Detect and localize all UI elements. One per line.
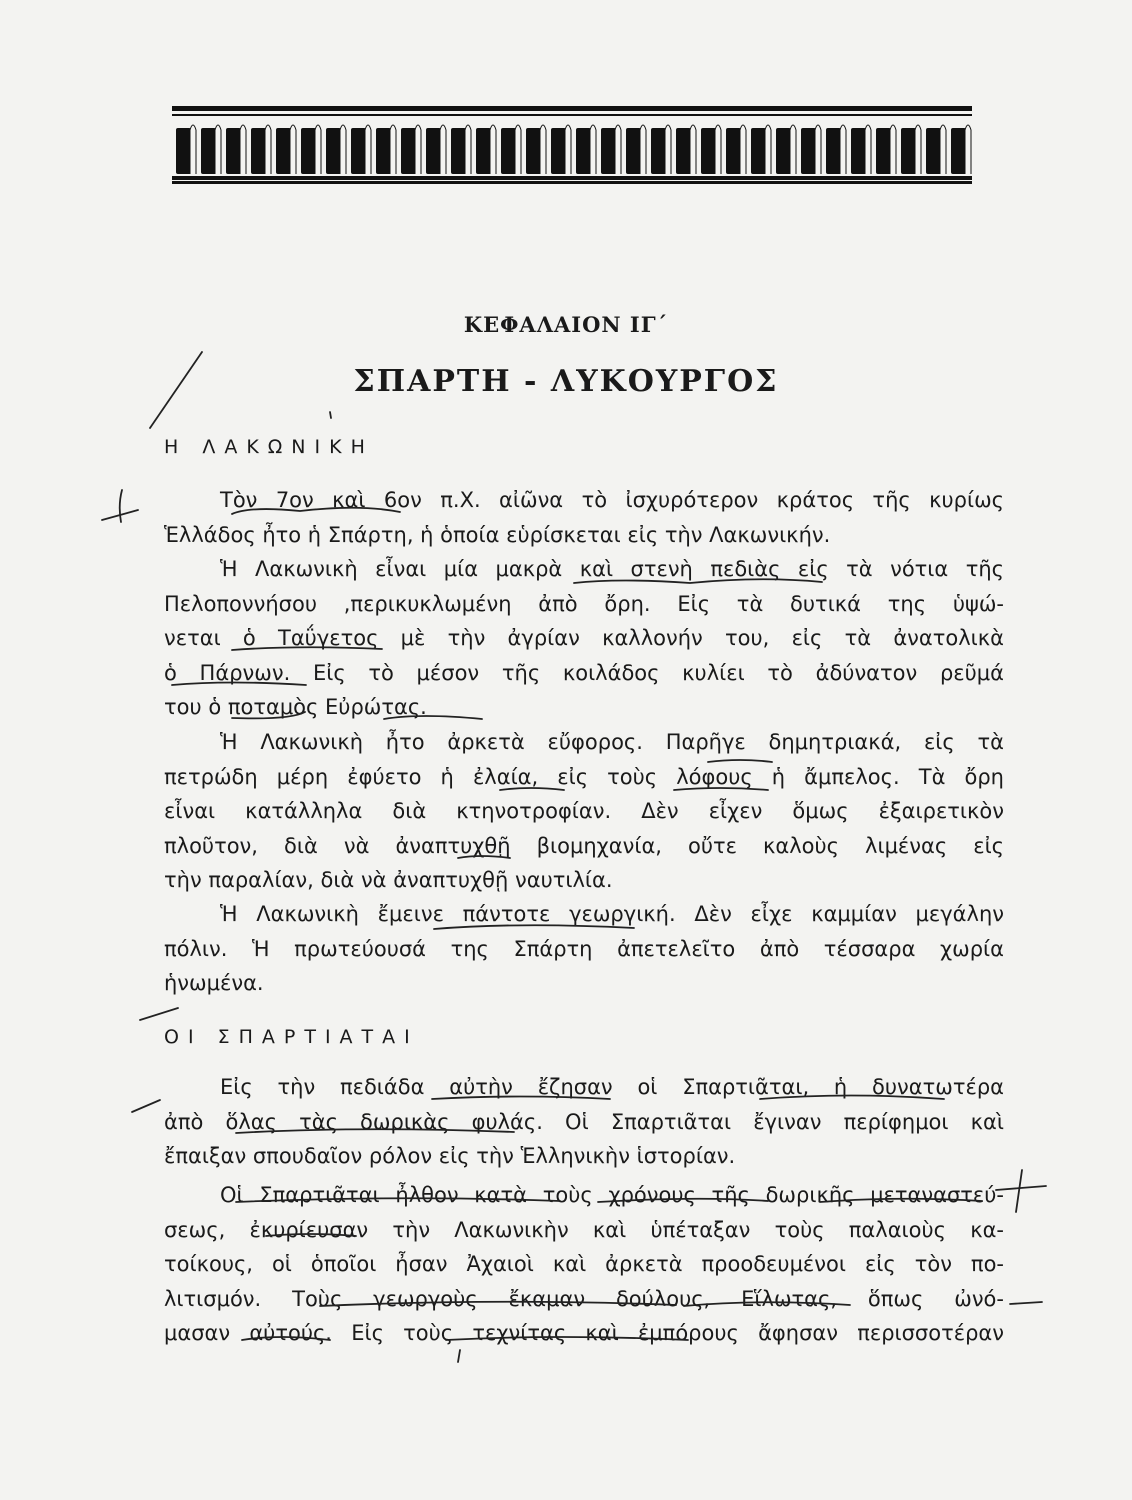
colonnade-column <box>626 128 641 174</box>
colonnade-arch <box>840 125 846 174</box>
colonnade-column <box>726 128 741 174</box>
colonnade-column <box>326 128 341 174</box>
colonnade-column <box>501 128 516 174</box>
colonnade-arch <box>340 125 346 174</box>
text-line: Ἑλλάδος ἦτο ἡ Σπάρτη, ἡ ὁποία εὑρίσκεται εἰς τὴν Λακωνικήν. <box>164 522 831 547</box>
colonnade-column <box>376 128 391 174</box>
colonnade-column <box>301 128 316 174</box>
colonnade-column <box>951 128 966 174</box>
text-line: πλοῦτον, διὰ νὰ ἀναπτυχθῇ βιομηχανία, οὔτε καλοὺς λιμένας εἰς <box>164 833 1004 858</box>
colonnade-arch <box>665 125 671 174</box>
text-line: του ὁ ποταμὸς Εὐρώτας. <box>164 695 427 719</box>
text-line: μασαν αὐτούς. Εἰς τοὺς τεχνίτας καὶ ἐμπόρους ἄφησαν περισσοτέραν <box>164 1321 1004 1345</box>
text-line: τοίκους, οἱ ὁποῖοι ἦσαν Ἀχαιοὶ καὶ ἀρκετὰ προοδευμένοι εἰς τὸν πο- <box>164 1252 1004 1276</box>
text-line: Εἰς τὴν πεδιάδα αὐτὴν ἔζησαν οἱ Σπαρτιᾶται, ἡ δυνατωτέρα <box>220 1075 1004 1099</box>
colonnade-column <box>526 128 541 174</box>
colonnade-arch <box>490 125 496 174</box>
colonnade-arch <box>440 125 446 174</box>
colonnade-arch <box>640 125 646 174</box>
colonnade-column <box>451 128 466 174</box>
colonnade-arch <box>265 125 271 174</box>
colonnade-column <box>676 128 691 174</box>
colonnade-column <box>851 128 866 174</box>
section-heading-laconia: Η ΛΑΚΩΝΙΚΗ <box>164 436 374 458</box>
colonnade-column <box>276 128 291 174</box>
text-line: ἡνωμένα. <box>164 971 264 995</box>
text-line: ἔπαιξαν σπουδαῖον ρόλον εἰς τὴν Ἑλληνικὴν ἱστορίαν. <box>164 1144 736 1168</box>
text-line: νεται ὁ Ταΰγετος μὲ τὴν ἀγρίαν καλλονήν του, εἰς τὰ ἀνατολικὰ <box>164 626 1004 650</box>
colonnade-arch <box>715 125 721 174</box>
colonnade-arch <box>590 125 596 174</box>
colonnade-arch <box>890 125 896 174</box>
text-line: Πελοποννήσου ,περικυκλωμένη ἀπὸ ὄρη. Εἰς τὰ δυτικά της ὑψώ- <box>164 591 1004 616</box>
colonnade-arch <box>915 125 921 174</box>
colonnade-column <box>601 128 616 174</box>
colonnade-column <box>176 128 191 174</box>
colonnade-column <box>576 128 591 174</box>
colonnade-arch <box>315 125 321 174</box>
text-line: σεως, ἐκυρίευσαν τὴν Λακωνικὴν καὶ ὑπέταξαν τοὺς παλαιοὺς κα- <box>164 1217 1004 1242</box>
text-line: Ἡ Λακωνικὴ ἔμεινε πάντοτε γεωργική. Δὲν εἶχε καμμίαν μεγάλην <box>220 902 1004 926</box>
colonnade-column <box>801 128 816 174</box>
paragraph <box>164 1070 1004 1174</box>
text-line: τὴν παραλίαν, διὰ νὰ ἀναπτυχθῇ ναυτιλία. <box>164 868 613 892</box>
colonnade-arch <box>765 125 771 174</box>
colonnade-column <box>701 128 716 174</box>
colonnade-column <box>826 128 841 174</box>
colonnade-column <box>401 128 416 174</box>
colonnade-arch <box>290 125 296 174</box>
text-line: πόλιν. Ἡ πρωτεύουσά της Σπάρτη ἀπετελεῖτο ἀπὸ τέσσαρα χωρία <box>164 936 1004 961</box>
paragraph <box>164 483 1004 552</box>
colonnade-arch <box>415 125 421 174</box>
text-line: λιτισμόν. Τοὺς γεωργοὺς ἔκαμαν δούλους, Εἵλωτας, ὅπως ὠνό- <box>164 1286 1004 1311</box>
colonnade-column <box>926 128 941 174</box>
colonnade-column <box>901 128 916 174</box>
colonnade-arch <box>240 125 246 174</box>
text-line: Ἡ Λακωνικὴ ἦτο ἀρκετὰ εὔφορος. Παρῆγε δημητριακά, εἰς τὰ <box>220 730 1004 754</box>
text-line: εἶναι κατάλληλα διὰ κτηνοτροφίαν. Δὲν εἶχεν ὅμως ἐξαιρετικὸν <box>164 799 1004 823</box>
colonnade-column <box>476 128 491 174</box>
colonnade-column <box>876 128 891 174</box>
colonnade-arch <box>690 125 696 174</box>
colonnade-arch <box>790 125 796 174</box>
text-line: Ἡ Λακωνικὴ εἶναι μία μακρὰ καὶ στενὴ πεδιὰς εἰς τὰ νότια τῆς <box>220 557 1004 581</box>
colonnade-arch <box>390 125 396 174</box>
colonnade-arch <box>965 125 971 174</box>
colonnade-arch <box>740 125 746 174</box>
section-heading-spartans: ΟΙ ΣΠΑΡΤΙΑΤΑΙ <box>164 1026 419 1048</box>
paragraph <box>164 1178 1004 1351</box>
colonnade-arch <box>815 125 821 174</box>
colonnade-arch <box>465 125 471 174</box>
colonnade-column <box>426 128 441 174</box>
text-line: Τὸν 7ον καὶ 6ον π.Χ. αἰῶνα τὸ ἰσχυρότερον κράτος τῆς κυρίως <box>220 488 1004 512</box>
paragraph <box>164 552 1004 725</box>
colonnade-arch <box>215 125 221 174</box>
text-line: ἀπὸ ὅλας τὰς δωρικὰς φυλάς. Οἱ Σπαρτιᾶται ἔγιναν περίφημοι καὶ <box>164 1109 1004 1134</box>
paragraph <box>164 897 1004 1001</box>
chapter-label: ΚΕΦΑΛΑΙΟΝ ΙΓ΄ <box>463 312 669 337</box>
colonnade-arch <box>940 125 946 174</box>
colonnade-arch <box>865 125 871 174</box>
colonnade-column <box>226 128 241 174</box>
colonnade-column <box>201 128 216 174</box>
colonnade-column <box>351 128 366 174</box>
colonnade-arch <box>365 125 371 174</box>
paragraph <box>164 725 1004 898</box>
text-line: πετρώδη μέρη ἐφύετο ἡ ἐλαία, εἰς τοὺς λόφους ἡ ἄμπελος. Τὰ ὄρη <box>164 764 1004 789</box>
colonnade-arch <box>540 125 546 174</box>
text-line: Οἱ Σπαρτιᾶται ἦλθον κατὰ τοὺς χρόνους τῆς δωρικῆς μεταναστεύ- <box>220 1183 1004 1207</box>
colonnade-column <box>251 128 266 174</box>
colonnade-column <box>751 128 766 174</box>
colonnade-arch <box>565 125 571 174</box>
colonnade-ornament <box>172 106 972 184</box>
colonnade-column <box>651 128 666 174</box>
colonnade-column <box>776 128 791 174</box>
colonnade-arch <box>615 125 621 174</box>
text-line: ὁ Πάρνων. Εἰς τὸ μέσον τῆς κοιλάδος κυλίει τὸ ἀδύνατον ρεῦμά <box>164 660 1004 685</box>
colonnade-arch <box>515 125 521 174</box>
colonnade-arch <box>190 125 196 174</box>
chapter-title: ΣΠΑΡΤΗ - ΛΥΚΟΥΡΓΟΣ <box>353 364 779 399</box>
colonnade-column <box>551 128 566 174</box>
